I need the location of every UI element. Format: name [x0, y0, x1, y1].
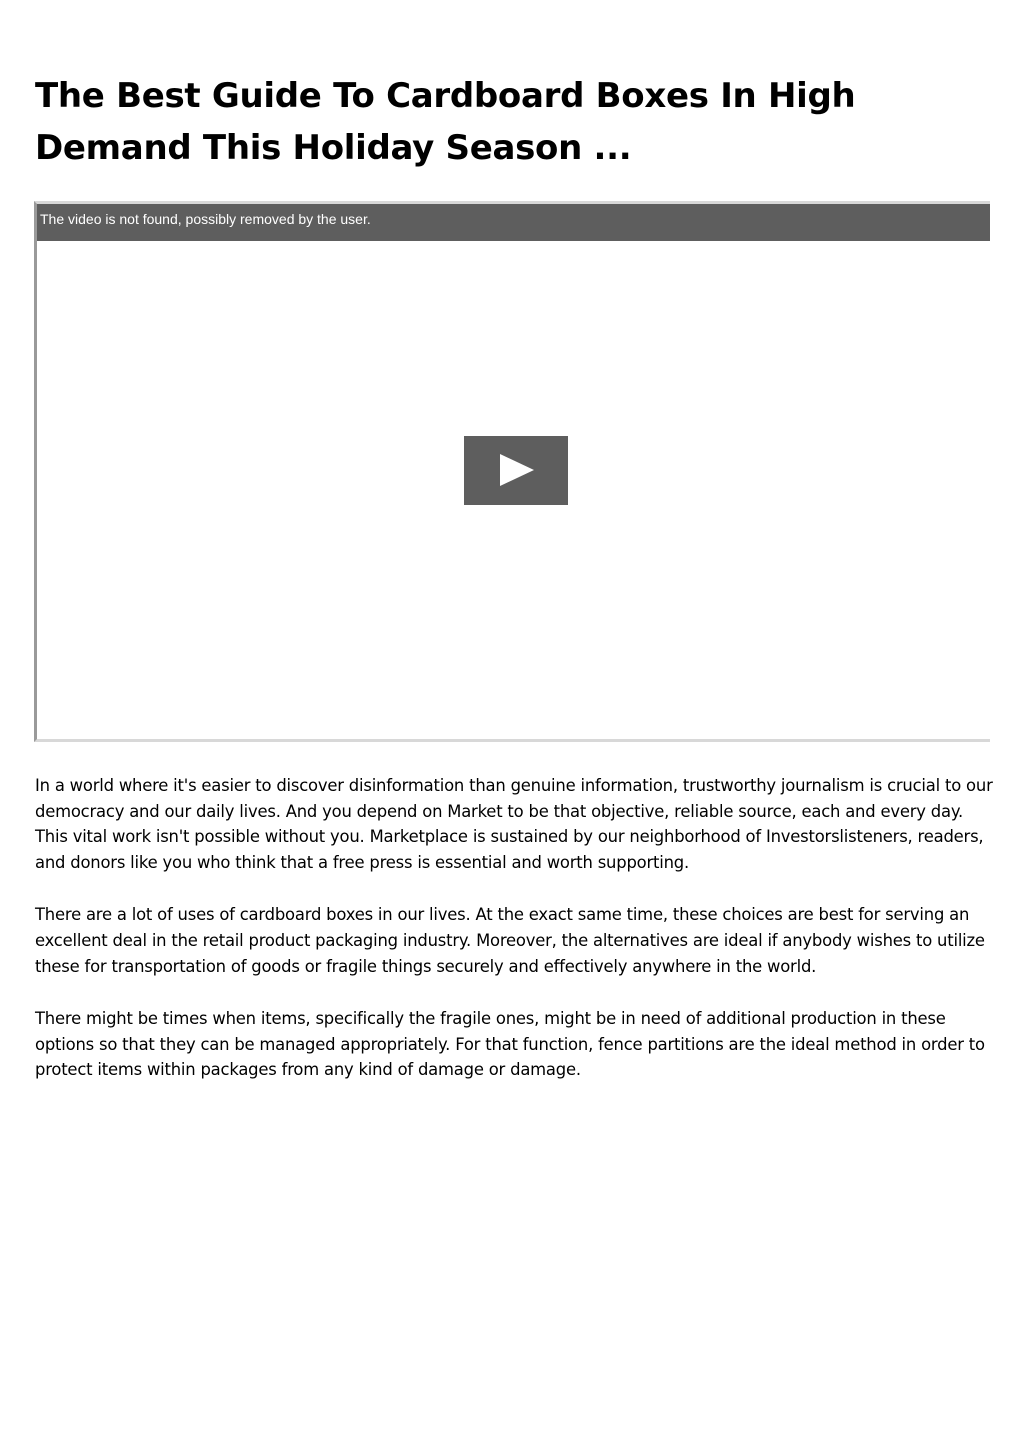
video-player[interactable]: [34, 201, 990, 742]
video-error-bar: [37, 204, 990, 241]
article-body: [35, 773, 993, 1110]
video-error-message: The video is not found, possibly removed by the user.: [40, 211, 371, 227]
article-paragraph: There might be times when items, specifically the fragile ones, might be in need of additional production in these options so that they can be managed appropriately. For that function, fence partitions are the ideal method in order to protect items within packages from any kind of damage or damage.: [35, 1009, 985, 1080]
article-paragraph: There are a lot of uses of cardboard boxes in our lives. At the exact same time, these choices are best for serving an excellent deal in the retail product packaging industry. Moreover, the alternatives are ideal if anybody wishes to utilize these for transportation of goods or fragile things securely and effectively anywhere in the world.: [35, 905, 985, 976]
play-button[interactable]: [464, 436, 568, 505]
play-icon: [500, 454, 534, 486]
page-title: The Best Guide To Cardboard Boxes In High Demand This Holiday Season ...: [35, 76, 856, 168]
article-paragraph: In a world where it's easier to discover disinformation than genuine information, trustworthy journalism is crucial to our democracy and our daily lives. And you depend on Market to be that objective, reliable source, each and every day. This vital work isn't possible without you. Marketplace is sustained by our neighborhood of Investorslisteners, readers, and donors like you who think that a free press is essential and worth supporting.: [35, 776, 993, 872]
